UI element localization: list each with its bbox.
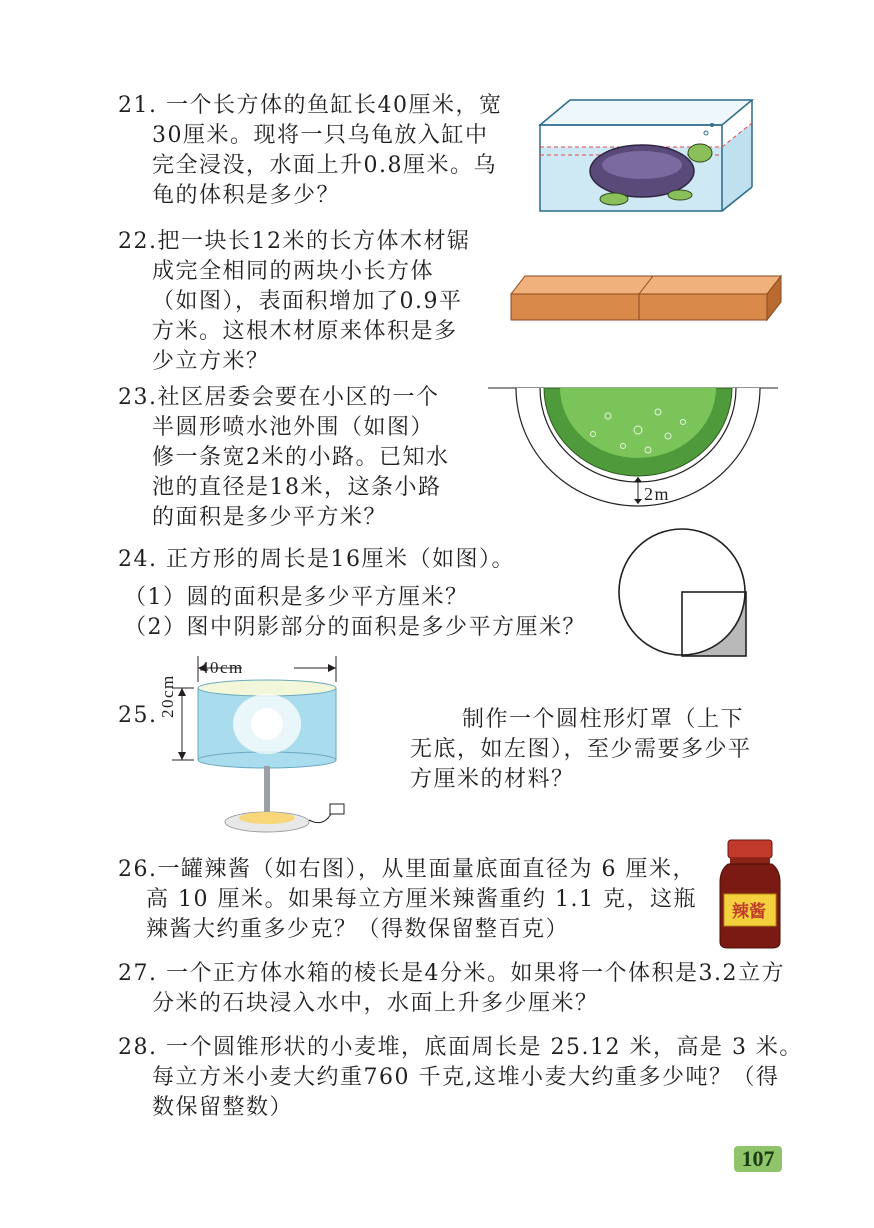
fish-tank-turtle-figure — [530, 95, 760, 220]
problem-28-line-3: 数保留整数） — [152, 1095, 294, 1120]
problem-23-line-1: 23.社区居委会要在小区的一个 — [118, 385, 440, 410]
jar-label: 辣酱 — [732, 902, 766, 922]
problem-22-line-5: 少立方米？ — [152, 349, 270, 374]
wood-beam-figure — [505, 272, 787, 324]
semicircle-pond-figure — [488, 386, 778, 512]
path-width-label: 2m — [644, 484, 671, 504]
circle-square-figure — [614, 528, 754, 664]
problem-27-line-2: 分米的石块浸入水中，水面上升多少厘米？ — [152, 991, 599, 1016]
problem-23-line-5: 的面积是多少平方米？ — [152, 505, 388, 530]
problem-27-line-1: 27. 一个正方体水箱的棱长是4分米。如果将一个体积是3.2立方 — [118, 961, 785, 986]
chili-sauce-jar-figure — [718, 838, 782, 950]
problem-23-line-4: 池的直径是18米，这条小路 — [152, 475, 442, 500]
problem-22-line-3: （如图），表面积增加了0.9平 — [152, 289, 463, 314]
problem-21-line-3: 完全浸没，水面上升0.8厘米。乌 — [152, 153, 497, 178]
problem-23-line-3: 修一条宽2米的小路。已知水 — [152, 445, 450, 470]
problem-22-line-1: 22.把一块长12米的长方体木材锯 — [118, 229, 471, 254]
problem-21-line-1: 21. 一个长方体的鱼缸长40厘米，宽 — [118, 93, 503, 118]
problem-26-line-1: 26.一罐辣酱（如右图），从里面量底面直径为 6 厘米， — [118, 857, 696, 882]
problem-25-line-2: 无底，如左图），至少需要多少平 — [410, 737, 752, 762]
problem-22-line-2: 成完全相同的两块小长方体 — [152, 259, 435, 284]
problem-23-line-2: 半圆形喷水池外围（如图） — [152, 415, 435, 440]
problem-24-line-1: 24. 正方形的周长是16厘米（如图）。 — [118, 547, 515, 572]
problem-25-line-3: 方厘米的材料？ — [410, 767, 575, 792]
page-number: 107 — [734, 1146, 782, 1172]
problem-21-line-4: 龟的体积是多少？ — [152, 183, 341, 208]
problem-28-line-2: 每立方米小麦大约重760 千克,这堆小麦大约重多少吨？（得 — [152, 1065, 780, 1090]
problem-24-line-3: （2）图中阴影部分的面积是多少平方厘米？ — [124, 615, 586, 640]
problem-28-line-1: 28. 一个圆锥形状的小麦堆，底面周长是 25.12 米，高是 3 米。 — [118, 1035, 803, 1060]
problem-22-line-4: 方米。这根木材原来体积是多 — [152, 319, 458, 344]
lamp-height-label: 20cm — [158, 674, 177, 718]
lampshade-figure — [164, 652, 364, 842]
problem-26-line-2: 高 10 厘米。如果每立方厘米辣酱重约 1.1 克，这瓶 — [146, 887, 697, 912]
problem-24-line-2: （1）圆的面积是多少平方厘米？ — [124, 585, 469, 610]
problem-25-number: 25. — [118, 703, 158, 728]
problem-25-line-1: 制作一个圆柱形灯罩（上下 — [462, 707, 745, 732]
problem-26-line-3: 辣酱大约重多少克？（得数保留整百克） — [146, 917, 570, 942]
problem-21-line-2: 30厘米。现将一只乌龟放入缸中 — [152, 123, 489, 148]
lamp-width-label: 40cm — [200, 658, 244, 677]
